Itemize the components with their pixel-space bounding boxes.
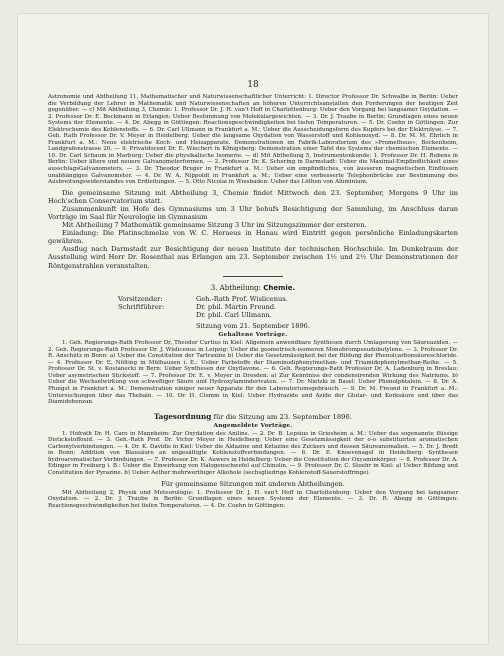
joint-sessions-text: Mit Abtheilung 2, Physik und Meteorologie: 1. Professor Dr. J. H. van't Hoff in Charlottenburg: Ueber den Vorgang bei langsamer Oxydation. — 2. Dr. J. Traube in Berlin: Grundlagen eines neuen Systems der Elemente. — 3. Dr. R. Abegg in Göttingen: Reactionsgeschwindigkeiten bei tiefen Temperaturen. — 4. Dr. Coehn in Göttingen: bbox=[48, 489, 458, 509]
paragraph-zusammenkunft: Zusammenkunft im Hofe des Gymnasiums um 3 Uhr behufs Besichtigung der Sammlung, im Anschluss daran Vorträge im Saal für Neurologie im Gymnasium bbox=[48, 204, 458, 221]
held-lectures-text: 1. Geh. Regierungs-Rath Professor Dr. Theodor Curtius in Kiel: Allgemein anwendbare Synthesen durch Umlagerung von Säureaziden. — 2. Geh. Regierungs-Rath Professor Dr. J. Wislicenus in Leipzig: Ueber die geometrisch-isomeren Monobrompseudobutylene. — 3. Professor Dr. R. Anschütz in Bonn: a) Ueber die Constitution der Tartraxine b) Ueber die Gesetzmässigkeit bei der Bildung der Phenolcarbonsäureschloride. — 4. Professor Dr. E. Nölting in Mülhausen i. E.: Ueber Farbstoffe der Diaminodiphenylmethan- und Triamidophenylmethan-Reihe. — 5. Professor Dr. St. v. Kostanecki in Bern: Ueber Synthesen der Oxyflavone. — 6. Geh. Regierungs-Rath Professor Dr. A. Ladenburg in Breslau: Ueber asymetrischen Stickstoff. — 7. Professor Dr. E. v. Meyer in Dresden: a) Zur Kenntniss der condensirenden Wirkung des Natriums. b) Ueber die Wechselwirkung von schwefliger Säure und Hydroxylaminderivaten. — 7. Dr. Nietzki in Basel: Ueber Phenolphtalein. — 8. Dr. A. Pfungst in Frankfurt a. M.: Demonstration einiger neuer Apparate für den Laboratoriumsgebrauch. — 9. Dr. M. Freund in Frankfurt a. M.: Untersuchungen über das Thebain. — 10. Dr. H. Clemm in Kiel: Ueber Hydrazide und Azide der Glutar- und Korksäure und über das Diamidobenzan. bbox=[48, 340, 458, 406]
section-heading bbox=[48, 284, 458, 292]
session-date: Sitzung vom 21. September 1896. bbox=[196, 322, 310, 331]
document-page bbox=[18, 14, 488, 644]
chair-name: Geh.-Rath Prof. Wislicenus. bbox=[196, 294, 288, 303]
page-content bbox=[48, 14, 458, 509]
section-prefix: 3. Abtheilung: bbox=[210, 283, 262, 292]
page-number: 18 bbox=[247, 80, 259, 90]
registered-lectures-text: 1. Hofrath Dr. H. Caro in Mannheim: Zur Oxydation des Anilins. — 2. Dr. B. Lepsius in Griesheim a. M.: Ueber das sogenannte flüssige Distickstoffoxid. — 3. Geh.-Rath Prof. Dr. Victor Meyer in Heidelberg: Ueber eine Gesetzmässigkeit der o-o substituirten aromatischen Carbonylverbindungen. — 4. Dr. K. Davidis in Kiel: Ueber die Aldazine und Ketazine des Zuckers und dessen Säureanomalien. — 5. Dr. J. Bredt in Bonn: Addition von Blausäure an ungesättigte Kohlenstoffverbindungen. — 6. Dr. E. Knoevenagel in Heidelberg: Synthesen hydroaromatischer Verbindungen. — 7. Professor Dr. K. Auwers in Heidelberg: Ueber die Constitution der Oxyaminkörper. — 8. Professor Dr. A. Edinger in Freiburg i. B.: Ueber die Einwirkung von Halogenschwefel auf Chinolin. — 9. Professor Dr. C. Stoehr in Kiel: a) Ueber Bildung und Constitution der Pyrazine. b) Ueber Aether mehrwerthiger Alkohole (sechsgliedrige Kohlenstoff-Sauerstoffringe). bbox=[48, 430, 458, 476]
secretary-name-1: Dr. phil. Martin Freund. bbox=[196, 302, 277, 311]
section-divider bbox=[223, 276, 283, 277]
secretary-row bbox=[118, 303, 458, 311]
chair-label: Vorsitzender: bbox=[118, 294, 163, 303]
chair-row bbox=[118, 295, 458, 303]
paragraph-gemeinsame-sitzung: Die gemeinsame Sitzung mit Abtheilung 3, Chemie findet Mittwoch den 23. September, Morgens 9 Uhr im Hoch'schen Conservatorium statt. bbox=[48, 188, 458, 205]
paragraph-abtheilung-7: Mit Abtheilung 7 Mathematik gemeinsame Sitzung 3 Uhr im Sitzungszimmer der ersteren. bbox=[62, 221, 367, 230]
paragraph-ausflug: Ausflug nach Darmstadt zur Besichtigung der neuen Institute der technischen Hochschule. Im Dunkelraum der Ausstellung wird Herr Dr. Rosenthal aus Erlangen am 23. September zwischen 1½ und 2½ Uhr Demonstrationen der Röntgenstrahlen veranstalten. bbox=[48, 245, 458, 270]
joint-sessions-heading: Für gemeinsame Sitzungen mit anderen Abtheilungen. bbox=[161, 479, 345, 488]
secretary-label: Schriftführer: bbox=[118, 302, 165, 311]
section-name: Chemie. bbox=[263, 283, 296, 292]
paragraph-einladung: Einladung: Die Platinschmelze von W. C. Heraeus in Hanau wird Eintritt gegen persönliche Einladungskarten gewähren. bbox=[48, 229, 458, 246]
held-lectures-heading: Gehaltene Vorträge. bbox=[218, 332, 288, 339]
top-paragraph: Astronomie und Abtheilung 11, Mathematischer und Naturwissenschaftlicher Unterricht: 1. Director Professor Dr. Schwalbe in Berlin: Ueber die Verbildung der Lehrer in Mathematik und Naturwissenschaften an höheren Unterrichtsanstalten den Forderungen der heutigen Zeit gegenüber. — c) Mit Abtheilung 3, Chemie: 1. Professor Dr. J. H. van't Hoff in Charlottenburg: Ueber den Vorgang bei langsamer Oxydation. — 2. Professor Dr. E. Beckmann in Erlangen: Ueber Bestimmung von Molekulargewichten. — 3. Dr. J. Traube in Berlin: Grundlagen eines neuen Systems der Elemente. — 4. Dr. Abegg in Göttingen: Reactionsgeschwindigkeiten bei tiefen Temperaturen. — 5. Dr. Coehn in Göttingen: Zur Elektrochemie des Kohlenstoffs. — 6. Dr. Carl Ullmann in Frankfurt a. M.: Ueber die Ausscheidungsform des Kupfers bei der Elektrolyse. — 7. Geh. Rath Professor Dr. V. Meyer in Heidelberg: Ueber die langsame Oxydation von Wasserstoff und Kohlenoxyd. — 8. Dr. M. M. Ehrlich in Frankfurt a. M.: Neue elektrische Koch- und Heizapparate. Demonstrationen im Fabrik-Laboratorium des »Prometheus«, Bockenheim, Landgrafenstrasse 20. — 9. Privatdocent Dr. E. Wiechert in Königsberg: Demonstration einer Tafel des Systems der chemischen Elemente. — 10. Dr. Carl Schaum in Marburg: Ueber die physikalische Isomerie. — d) Mit Abtheilung 5, Instrumentenkunde: 1. Professor Dr. H. Rubens in Berlin: Ueber ältere und neuere Galvanometerformen. — 2. Professor Dr. K. Schering in Darmstadt: Ueber die Maximal-Empfindlichkeit eines ausschlagsGalvanometers. — 3. Dr. Theodor Bruger in Frankfurt a. M.: Ueber ein empfindliches, von äusseren magnetischen Einflüssen unabhängiges Galvanometer. — 4. Dr. W. A. Nippoldt in Frankfurt a. M.: Ueber eine verbesserte Telephonbrücke zur Bestimmung des Ausbreitungswiderstandes von Erdleitungen. — 5. Otto Nicolai in Wiesbaden: Ueber das Löthen von Aluminium. bbox=[48, 94, 458, 186]
agenda-heading bbox=[48, 412, 458, 421]
officers-block bbox=[118, 295, 458, 320]
registered-lectures-heading: Angemeldete Vorträge. bbox=[213, 422, 293, 429]
secretary-name-2: Dr. phil. Carl Ullmann. bbox=[196, 311, 272, 319]
agenda-rest: für die Sitzung am 23. September 1896. bbox=[213, 412, 352, 421]
agenda-label: Tagesordnung bbox=[154, 411, 212, 421]
